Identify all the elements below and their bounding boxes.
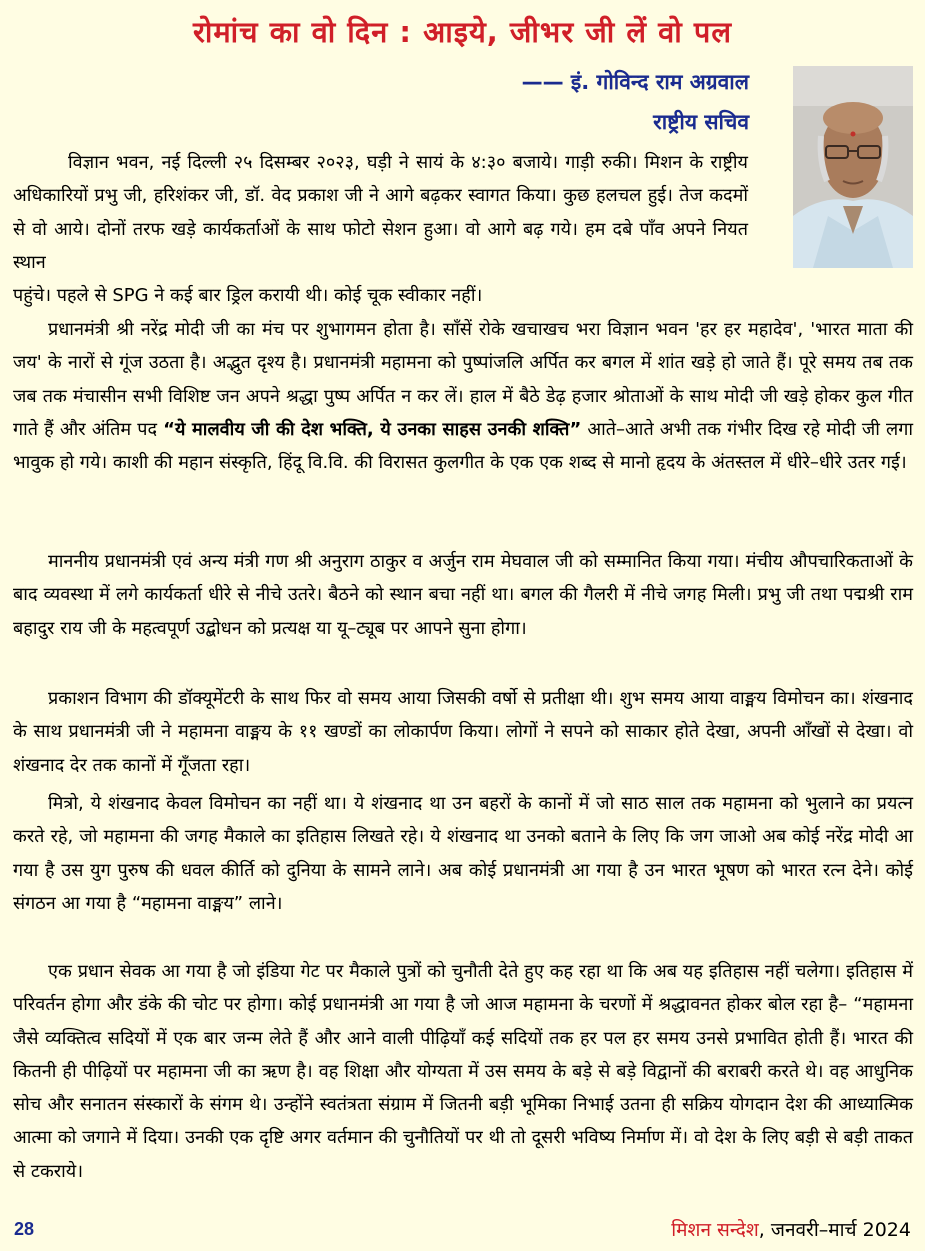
page-number: 28 (14, 1219, 35, 1239)
paragraph-3: माननीय प्रधानमंत्री एवं अन्य मंत्री गण श्री अनुराग ठाकुर व अर्जुन राम मेघवाल जी को सम्मानित किया गया। मंचीय औपचारिकताओं के बाद व्यवस्था में लगे कार्यकर्ता धीरे से नीचे उतरे। बैठने को स्थान बचा नहीं था। बगल की गैलरी में नीचे जगह मिली। प्रभु जी तथा पद्मश्री राम बहादुर राय जी के महत्वपूर्ण उद्बोधन को प्रत्यक्ष या यू–ट्यूब पर आपने सुना होगा। (13, 551, 913, 639)
paragraph-6: एक प्रधान सेवक आ गया है जो इंडिया गेट पर मैकाले पुत्रों को चुनौती देते हुए कह रहा था कि अब यह इतिहास नहीं चलेगा। इतिहास में परिवर्तन होगा और डंके की चोट पर होगा। कोई प्रधानमंत्री आ गया है जो आज महामना के चरणों में श्रद्धावनत होकर बोल रहा है– “महामना जैसे व्यक्तित्व सदियों में एक बार जन्म लेते हैं और आने वाली पीढ़ियाँ कई सदियों तक हर पल हर समय उनसे प्रभावित होती हैं। भारत की कितनी ही पीढ़ियों पर महामना जी का ऋण है। वह शिक्षा और योग्यता में उस समय के बड़े से बड़े विद्वानों की बराबरी करते थे। वह आधुनिक सोच और सनातन संस्कारों के संगम थे। उन्होंने स्वतंत्रता संग्राम में जितनी बड़ी भूमिका निभाई उतना ही सक्रिय योगदान देश की आध्यात्मिक आत्मा को जगाने में दिया। उनकी एक दृष्टि अगर वर्तमान की चुनौतियों पर थी तो दूसरी भविष्य निर्माण में। वो देश के लिए बड़ी से बड़ी ताकत से टकराये। (13, 961, 913, 1182)
paragraph-2 (13, 313, 913, 479)
author-portrait-icon (793, 66, 913, 268)
author-name: —— इं. गोविन्द राम अग्रवाल (521, 70, 749, 94)
author-block (522, 62, 749, 142)
paragraph-4: प्रकाशन विभाग की डॉक्यूमेंटरी के साथ फिर वो समय आया जिसकी वर्षो से प्रतीक्षा थी। शुभ समय आया वाङ्मय विमोचन का। शंखनाद के साथ प्रधानमंत्री जी ने महामना वाङ्मय के ११ खण्डों का लोकार्पण किया। लोगों ने सपने को साकार होते देखा, अपनी आँखों से देखा। वो शंखनाद देर तक कानों में गूँजता रहा। (13, 688, 913, 776)
paragraph-2-text-a: प्रधानमंत्री श्री नरेंद्र मोदी जी का मंच पर शुभागमन होता है। साँसें रोके खचाखच भरा विज्ञान भवन 'हर हर महादेव', 'भारत माता की जय' के नारों से गूंज उठता है। अद्भुत दृश्य है। प्रधानमंत्री महामना को पुष्पांजलि अर्पित कर बगल में शांत खड़े हो जाते हैं। पूरे समय तब तक जब तक मंचासीन सभी विशिष्ट जन अपने श्रद्धा पुष्प अर्पित न कर लें। हाल में बैठे डेढ़ हजार श्रोताओं के साथ मोदी जी खड़े होकर कुल गीत गाते हैं और अंतिम पद (13, 319, 913, 440)
footer-issue (671, 1216, 911, 1242)
author-designation: राष्ट्रीय सचिव (653, 110, 749, 134)
article-title: रोमांच का वो दिन : आइये, जीभर जी लें वो पल (192, 15, 733, 49)
paragraph-5: मित्रो, ये शंखनाद केवल विमोचन का नहीं था। ये शंखनाद था उन बहरों के कानों में जो साठ साल तक महामना को भुलाने का प्रयत्न करते रहे, जो महामना की जगह मैकाले का इतिहास लिखते रहे। ये शंखनाद था उनको बताने के लिए कि जग जाओ अब कोई नरेंद्र मोदी आ गया है उस युग पुरुष की धवल कीर्ति को दुनिया के सामने लाने। अब कोई प्रधानमंत्री आ गया है उन भारत भूषण को भारत रत्न देने। कोई संगठन आ गया है “महामना वाङ्मय” लाने। (13, 793, 913, 914)
author-portrait-photo (793, 66, 913, 268)
magazine-name: मिशन सन्देश (671, 1219, 759, 1241)
issue-date: , जनवरी–मार्च 2024 (758, 1219, 911, 1241)
paragraph-1-text: विज्ञान भवन, नई दिल्ली २५ दिसम्बर २०२३, घड़ी ने सायं के ४:३० बजाये। गाड़ी रुकी। मिशन के राष्ट्रीय अधिकारियों प्रभु जी, हरिशंकर जी, डॉ. वेद प्रकाश जी ने आगे बढ़कर स्वागत किया। कुछ हलचल हुई। तेज कदमों से वो आये। दोनों तरफ खड़े कार्यकर्ताओं के साथ फोटो सेशन हुआ। वो आगे बढ़ गये। हम दबे पाँव अपने नियत स्थान (13, 152, 748, 273)
kulgeet-quote: “ये मालवीय जी की देश भक्ति, ये उनका साहस उनकी शक्ति” (163, 418, 582, 440)
paragraph-1-part-b: पहुंचे। पहले से SPG ने कई बार ड्रिल करायी थी। कोई चूक स्वीकार नहीं। (13, 285, 483, 306)
paragraph-2-text-b: आते–आते अभी तक गंभीर दिख रहे मोदी जी लगा भावुक हो गये। काशी की महान संस्कृति, हिंदू वि.वि. की विरासत कुलगीत के एक एक शब्द से मानो हृदय के अंतस्तल में धीरे–धीरे उतर गई। (13, 418, 913, 474)
paragraph-1-part-a (13, 146, 748, 279)
